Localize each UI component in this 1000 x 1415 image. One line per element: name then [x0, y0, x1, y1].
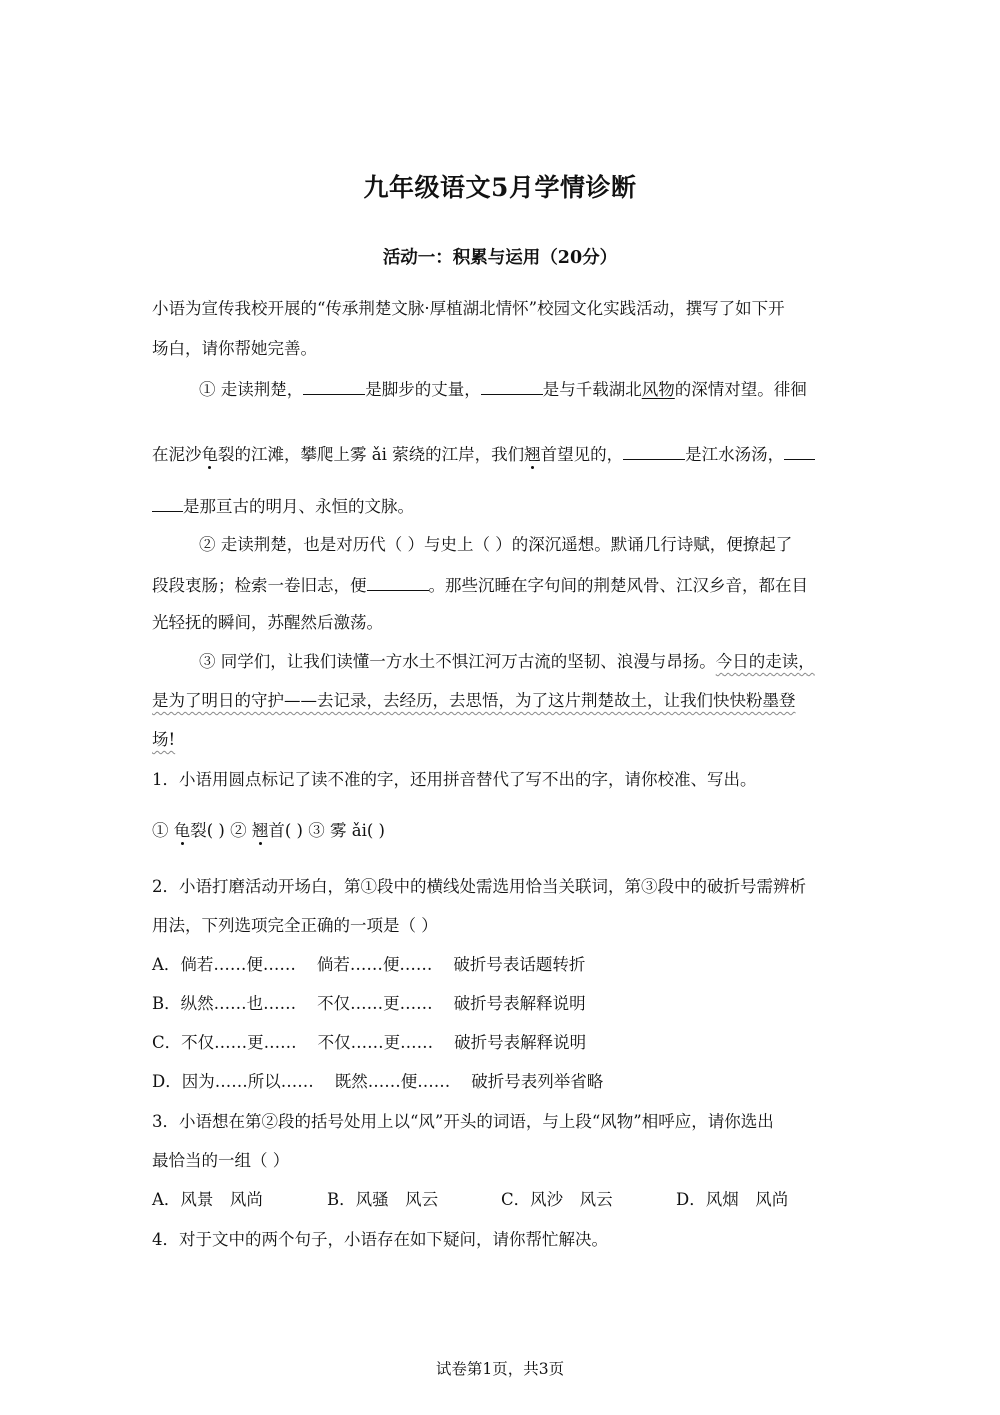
question-2-stem-2: 用法，下列选项完全正确的一项是（ ） [152, 916, 438, 935]
para3-text: ③ 同学们，让我们读懂一方水土不惧江河万古流的坚韧、浪漫与昂扬。 [199, 652, 716, 671]
intro-line-1: 小语为宣传我校开展的“传承荆楚文脉·厚植湖北情怀”校园文化实践活动，撰写了如下开 [152, 299, 785, 318]
q1-text: 首( ) ③ 雾 ǎi( ) [268, 821, 385, 840]
section-heading: 活动一：积累与运用（20分） [382, 248, 618, 268]
fill-blank[interactable] [303, 377, 365, 395]
question-3-stem-2: 最恰当的一组（ ） [152, 1151, 290, 1170]
wavy-underlined-text: 场! [152, 730, 176, 749]
para1-text: 首望见的， [540, 445, 624, 464]
dotted-char: 翘 [524, 445, 541, 464]
option-d: D．因为……所以…… 既然……便…… 破折号表列举省略 [152, 1072, 604, 1091]
para1-line-1 [199, 377, 807, 401]
para1-text: 在泥沙 [152, 445, 202, 464]
para1-line-2 [152, 442, 815, 466]
question-1-items [152, 820, 385, 842]
fill-blank[interactable] [367, 573, 429, 591]
question-2-stem-1: 2．小语打磨活动开场白，第①段中的横线处需选用恰当关联词，第③段中的破折号需辨析 [152, 877, 806, 896]
fill-blank[interactable] [481, 377, 543, 395]
question-1-stem: 1．小语用圆点标记了读不准的字，还用拼音替代了写不出的字，请你校准、写出。 [152, 770, 757, 789]
para1-line-3 [152, 494, 414, 518]
dotted-char: 龟 [173, 821, 191, 840]
fill-blank[interactable] [623, 442, 685, 460]
option-b: B．纵然……也…… 不仅……更…… 破折号表解释说明 [152, 994, 586, 1013]
q3-option-d: D．风烟 风尚 [676, 1190, 789, 1209]
fill-blank[interactable] [152, 494, 183, 512]
option-c: C．不仅……更…… 不仅……更…… 破折号表解释说明 [152, 1033, 587, 1052]
intro-line-2: 场白，请你帮她完善。 [152, 339, 317, 358]
para1-text: 是江水汤汤， [685, 445, 785, 464]
question-3-stem-1: 3．小语想在第②段的括号处用上以“风”开头的词语，与上段“风物”相呼应，请你选出 [152, 1112, 774, 1131]
para2-text: 。那些沉睡在字句间的荆楚风骨、江汉乡音，都在目 [428, 576, 808, 595]
para1-text: ① 走读荆楚， [199, 380, 304, 399]
para1-text: 的深情对望。徘徊 [674, 380, 807, 399]
para2-line-3: 光轻抚的瞬间，苏醒然后激荡。 [152, 613, 383, 632]
page-title: 九年级语文5月学情诊断 [363, 173, 637, 202]
para2-line-1: ② 走读荆楚，也是对历代（ ）与史上（ ）的深沉遥想。默诵几行诗赋，便撩起了 [199, 535, 793, 554]
page-footer: 试卷第1页，共3页 [435, 1360, 565, 1378]
q3-option-b: B．风骚 风云 [327, 1190, 439, 1209]
underlined-word: 风物 [641, 380, 675, 399]
para1-text: 裂的江滩，攀爬上雾 ǎi 萦绕的江岸，我们 [218, 445, 525, 464]
option-a: A．倘若……便…… 倘若……便…… 破折号表话题转折 [152, 955, 586, 974]
para3-line-3 [152, 729, 175, 751]
para3-line-2 [152, 690, 796, 712]
q1-text: 裂( ) ② [190, 821, 247, 840]
dotted-char: 龟 [201, 445, 218, 464]
dotted-char: 翘 [251, 821, 269, 840]
para1-text: 是那亘古的明月、永恒的文脉。 [183, 497, 414, 516]
fill-blank[interactable] [784, 442, 815, 460]
para1-text: 是与千载湖北 [542, 380, 642, 399]
wavy-underlined-text: 今日的走读， [715, 652, 815, 671]
q3-option-c: C．风沙 风云 [501, 1190, 613, 1209]
para3-line-1 [199, 651, 815, 673]
q3-option-a: A．风景 风尚 [152, 1190, 263, 1209]
q1-text: ① [152, 821, 169, 840]
para2-line-2 [152, 573, 808, 597]
para2-text: 段段衷肠；检索一卷旧志，便 [152, 576, 367, 595]
para1-text: 是脚步的丈量， [365, 380, 481, 399]
wavy-underlined-text: 是为了明日的守护——去记录，去经历，去思悟，为了这片荆楚故土，让我们快快粉墨登 [152, 691, 796, 710]
question-4-stem: 4．对于文中的两个句子，小语存在如下疑问，请你帮忙解决。 [152, 1230, 608, 1249]
